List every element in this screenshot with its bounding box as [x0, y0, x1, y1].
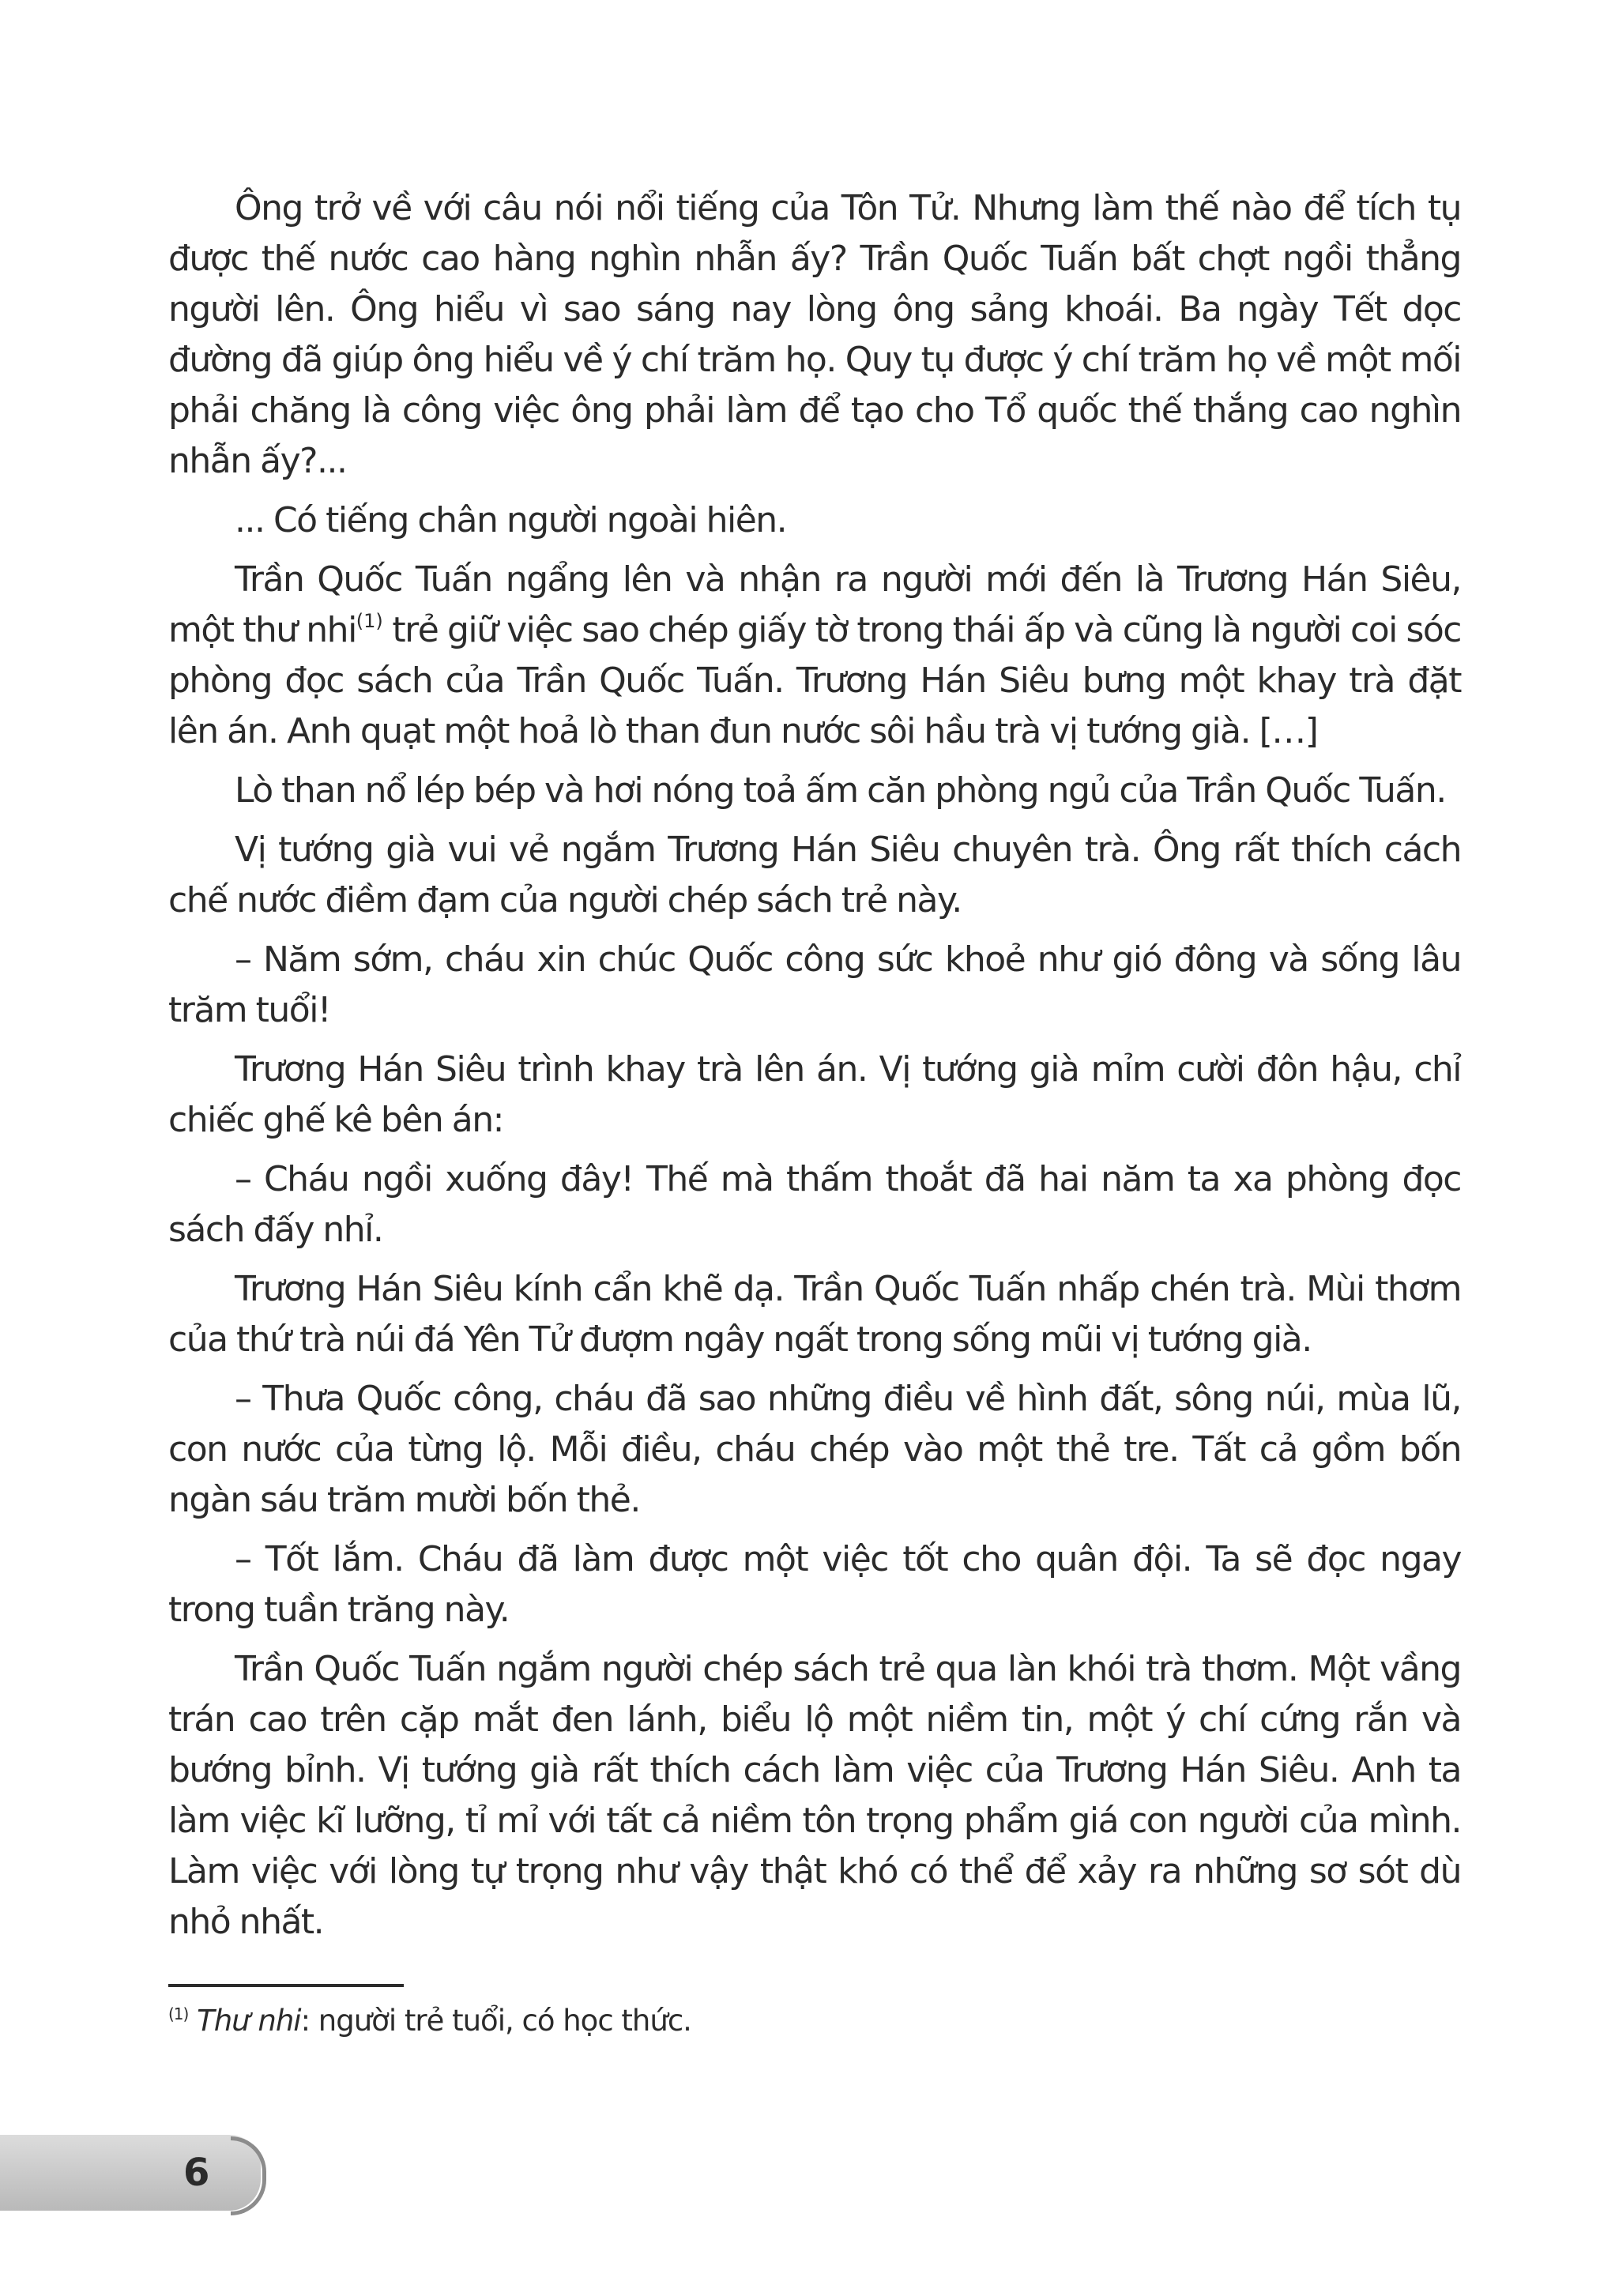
paragraph-8: – Cháu ngồi xuống đây! Thế mà thấm thoắt đã hai năm ta xa phòng đọc sách đấy nhỉ.	[168, 1159, 1461, 1250]
paragraph-7: Trương Hán Siêu trình khay trà lên án. Vị tướng già mỉm cười đôn hậu, chỉ chiếc ghế kê bên án:	[168, 1049, 1461, 1140]
footnote	[168, 2001, 691, 2042]
page-number-tab-edge	[231, 2136, 266, 2215]
footnote-marker: (1)	[356, 610, 383, 632]
paragraph-3-text-a: Trần Quốc Tuấn ngẩng lên và nhận ra người mới đến là Trương Hán Siêu, một thư nhi	[168, 559, 1461, 650]
footnote-definition: : người trẻ tuổi, có học thức.	[300, 2004, 691, 2038]
paragraph-12: Trần Quốc Tuấn ngắm người chép sách trẻ qua làn khói trà thơm. Một vầng trán cao trên cặp mắt đen lánh, biểu lộ một niềm tin, một ý chí cứng rắn và bướng bỉnh. Vị tướng già rất thích cách làm việc của Trương Hán Siêu. Anh ta làm việc kĩ lưỡng, tỉ mỉ với tất cả niềm tôn trọng phẩm giá con người của mình. Làm việc với lòng tự trọng như vậy thật khó có thể để xảy ra những sơ sót dù nhỏ nhất.	[168, 1649, 1461, 1942]
paragraph-2: ... Có tiếng chân người ngoài hiên.	[235, 500, 787, 540]
paragraph-9: Trương Hán Siêu kính cẩn khẽ dạ. Trần Quốc Tuấn nhấp chén trà. Mùi thơm của thứ trà núi đá Yên Tử đượm ngây ngất trong sống mũi vị tướng già.	[168, 1269, 1461, 1360]
paragraph-6: – Năm sớm, cháu xin chúc Quốc công sức khoẻ như gió đông và sống lâu trăm tuổi!	[168, 939, 1461, 1030]
footnote-number: (1)	[168, 2004, 189, 2023]
footnote-term: Thư nhi	[197, 2004, 301, 2038]
body-text	[168, 183, 1461, 1956]
paragraph-11: – Tốt lắm. Cháu đã làm được một việc tốt cho quân đội. Ta sẽ đọc ngay trong tuần trăng này.	[168, 1539, 1461, 1630]
footnote-divider	[168, 1984, 404, 1987]
paragraph-10: – Thưa Quốc công, cháu đã sao những điều về hình đất, sông núi, mùa lũ, con nước của từng lộ. Mỗi điều, cháu chép vào một thẻ tre. Tất cả gồm bốn ngàn sáu trăm mười bốn thẻ.	[168, 1379, 1461, 1520]
paragraph-3-text-b: trẻ giữ việc sao chép giấy tờ trong thái ấp và cũng là người coi sóc phòng đọc sách của Trần Quốc Tuấn. Trương Hán Siêu bưng một khay trà đặt lên án. Anh quạt một hoả lò than đun nước sôi hầu trà vị tướng già. […]	[168, 610, 1461, 751]
paragraph-5: Vị tướng già vui vẻ ngắm Trương Hán Siêu chuyên trà. Ông rất thích cách chế nước điềm đạm của người chép sách trẻ này.	[168, 830, 1461, 920]
page-number: 6	[183, 2151, 210, 2195]
paragraph-1: Ông trở về với câu nói nổi tiếng của Tôn Tử. Nhưng làm thế nào để tích tụ được thế nước cao hàng nghìn nhẫn ấy? Trần Quốc Tuấn bất chợt ngồi thẳng người lên. Ông hiểu vì sao sáng nay lòng ông sảng khoái. Ba ngày Tết dọc đường đã giúp ông hiểu về ý chí trăm họ. Quy tụ được ý chí trăm họ về một mối phải chăng là công việc ông phải làm để tạo cho Tổ quốc thế thắng cao nghìn nhẫn ấy?...	[168, 188, 1461, 481]
paragraph-4: Lò than nổ lép bép và hơi nóng toả ấm căn phòng ngủ của Trần Quốc Tuấn.	[235, 770, 1446, 811]
paragraph-3	[168, 555, 1461, 757]
page-number-tab	[0, 2135, 261, 2211]
